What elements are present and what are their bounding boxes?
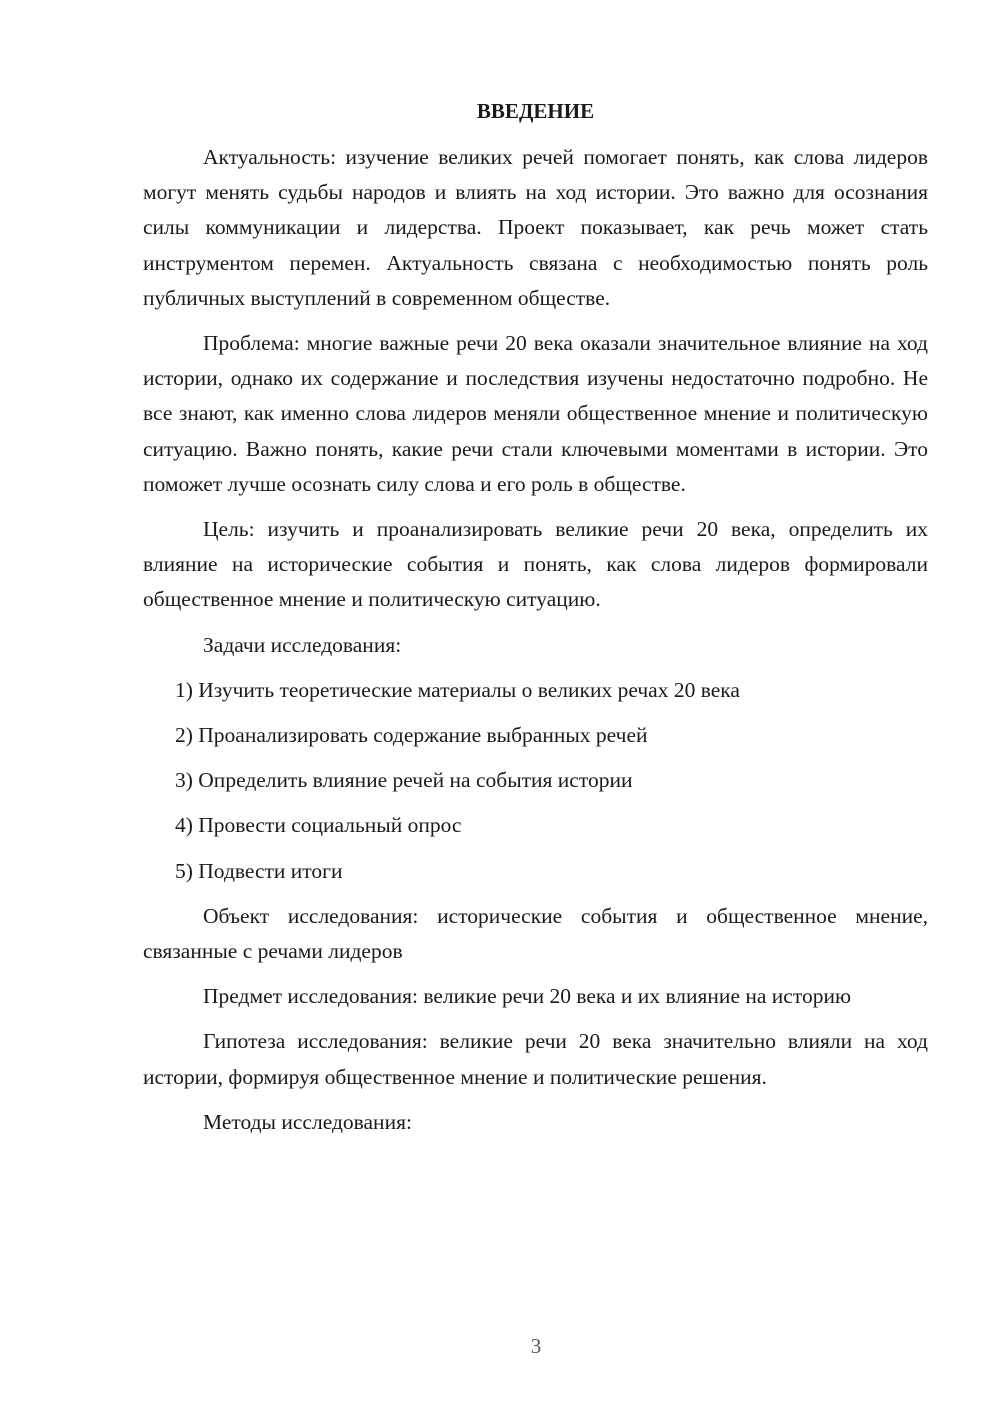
tasks-list <box>143 673 928 889</box>
document-page <box>143 96 928 1140</box>
page-title: ВВЕДЕНИЕ <box>476 99 595 123</box>
relevance-paragraph: Актуальность: изучение великих речей помогает понять, как слова лидеров могут менять судьбы народов и влиять на ход истории. Это важно для осознания силы коммуникации и лидерства. Проект показывает, как речь может стать инструментом перемен. Актуальность связана с необходимостью понять роль публичных выступлений в современном обществе. <box>143 145 928 310</box>
page-number: 3 <box>530 1334 542 1358</box>
task-item-3: 3) Определить влияние речей на события истории <box>175 768 633 793</box>
task-item-4: 4) Провести социальный опрос <box>175 813 462 838</box>
subject-paragraph: Предмет исследования: великие речи 20 века и их влияние на историю <box>203 984 852 1009</box>
task-item-2: 2) Проанализировать содержание выбранных речей <box>175 723 648 748</box>
task-item-5: 5) Подвести итоги <box>175 858 343 883</box>
hypothesis-paragraph: Гипотеза исследования: великие речи 20 века значительно влияли на ход истории, формируя общественное мнение и политические решения. <box>143 1029 928 1089</box>
methods-heading: Методы исследования: <box>203 1109 412 1134</box>
task-item-1: 1) Изучить теоретические материалы о великих речах 20 века <box>175 677 740 702</box>
problem-paragraph: Проблема: многие важные речи 20 века оказали значительное влияние на ход истории, однако их содержание и последствия изучены недостаточно подробно. Не все знают, как именно слова лидеров меняли общественное мнение и политическую ситуацию. Важно понять, какие речи стали ключевыми моментами в истории. Это поможет лучше осознать силу слова и его роль в обществе. <box>143 331 928 496</box>
tasks-heading: Задачи исследования: <box>203 632 402 657</box>
goal-paragraph: Цель: изучить и проанализировать великие речи 20 века, определить их влияние на исторические события и понять, как слова лидеров формировали общественное мнение и политическую ситуацию. <box>143 517 928 612</box>
object-paragraph: Объект исследования: исторические события и общественное мнение, связанные с речами лидеров <box>143 903 928 964</box>
